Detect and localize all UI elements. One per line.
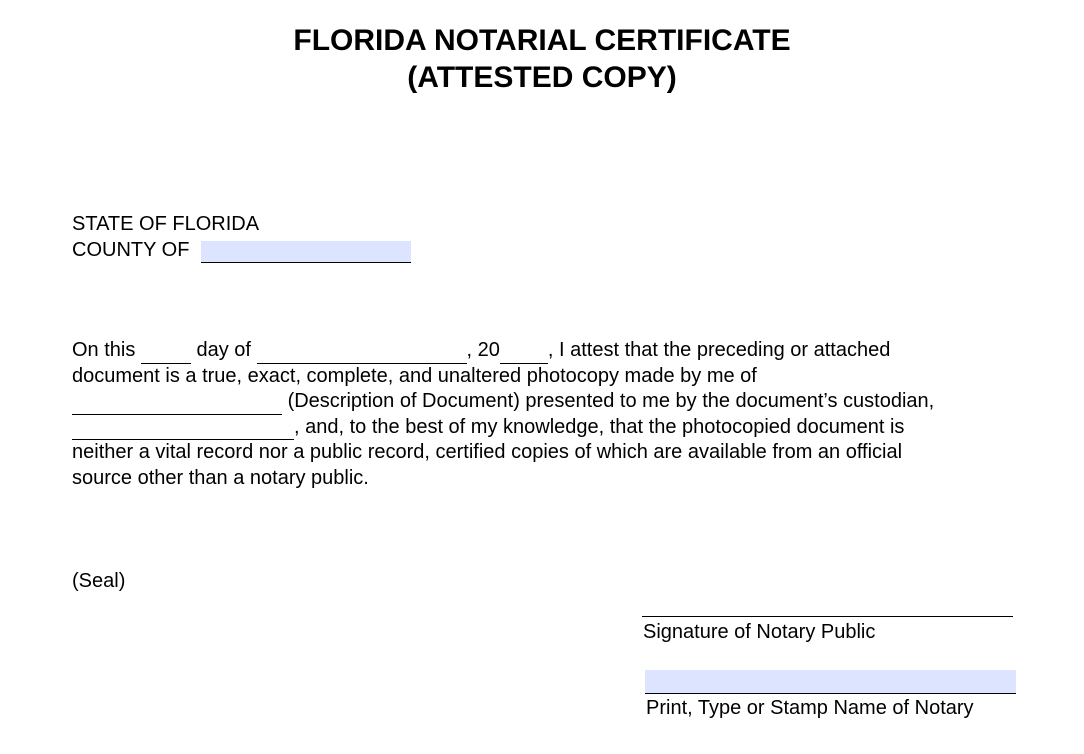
title-line-2: (ATTESTED COPY) [407, 61, 677, 94]
seal-label: (Seal) [72, 570, 126, 592]
state-label: STATE OF FLORIDA [72, 213, 260, 235]
county-row [72, 237, 411, 263]
month-field[interactable] [257, 342, 467, 364]
signature-line[interactable] [642, 616, 1013, 617]
county-label: COUNTY OF [72, 239, 190, 261]
signature-label: Signature of Notary Public [643, 621, 876, 643]
day-field[interactable] [141, 342, 191, 364]
year-field[interactable] [500, 342, 548, 364]
custodian-field[interactable] [72, 418, 294, 440]
certificate-line-3: (Description of Document) presented to me by the document’s custodian, [72, 389, 1032, 415]
notary-name-field[interactable] [645, 670, 1016, 694]
certificate-line-2: document is a true, exact, complete, and unaltered photocopy made by me of [72, 364, 757, 387]
certificate-line-5: neither a vital record nor a public record, certified copies of which are available from an official [72, 441, 903, 464]
venue-block [72, 211, 411, 263]
certificate-line-6: source other than a notary public. [72, 466, 369, 489]
county-field[interactable] [201, 241, 411, 263]
certificate-line-1: On this day of , 20 , I attest that the preceding or attached [72, 338, 1032, 364]
certificate-line-4: , and, to the best of my knowledge, that the photocopied document is [72, 415, 1032, 441]
description-field[interactable] [72, 393, 282, 415]
notary-name-label: Print, Type or Stamp Name of Notary [646, 697, 974, 719]
document-title [0, 22, 1084, 96]
title-line-1: FLORIDA NOTARIAL CERTIFICATE [293, 24, 791, 57]
certificate-paragraph [72, 338, 1032, 492]
